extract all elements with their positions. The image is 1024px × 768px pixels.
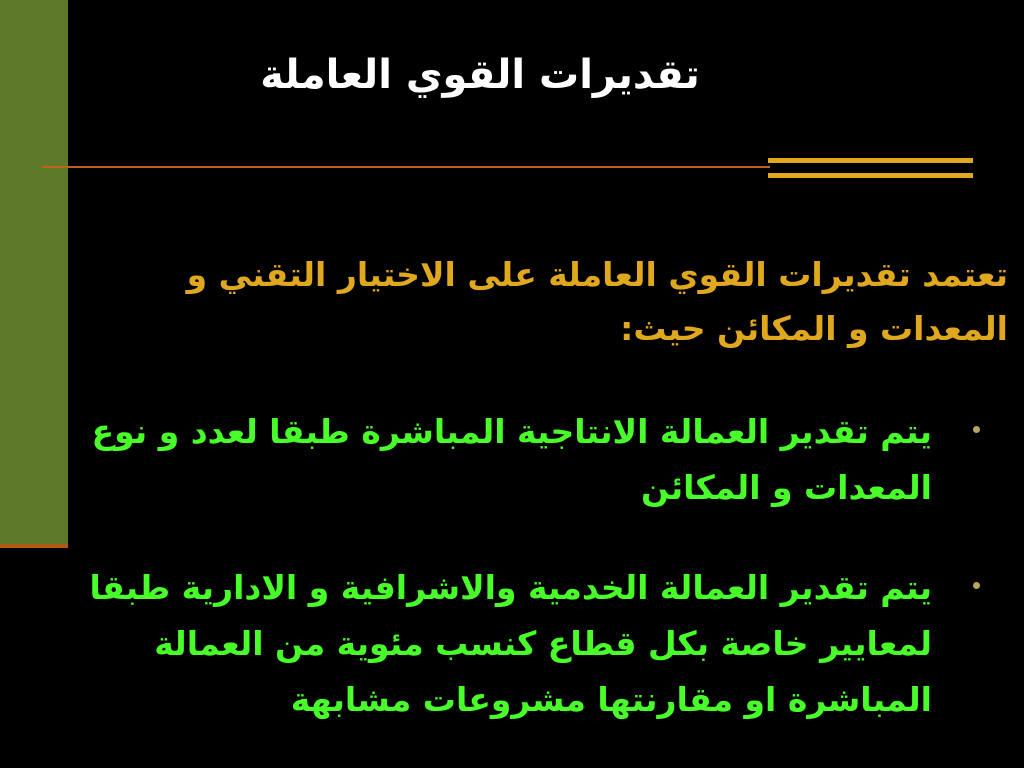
bullet-dot-icon [973,582,980,589]
gold-divider-bar-top [768,158,973,163]
bullet-text: يتم تقدير العمالة الانتاجية المباشرة طبقا لعدد و نوع المعدات و المكائن [91,412,932,507]
intro-paragraph: تعتمد تقديرات القوي العاملة على الاختيار التقني و المعدات و المكائن حيث: [186,255,1008,348]
bullet-item [20,404,980,524]
title-divider-line [42,166,770,168]
bullet-text: يتم تقدير العمالة الخدمية والاشرافية و الادارية طبقا لمعايير خاصة بكل قطاع كنسب مئوية من العمالة المباشرة او مقارنتها مشروعات مشابهة [89,568,932,719]
left-bar-underline [0,544,68,548]
gold-divider-bar-bottom [768,173,973,178]
bullet-dot-icon [973,426,980,433]
slide-title: تقديرات القوي العاملة [260,52,700,98]
bullet-item [20,560,980,730]
